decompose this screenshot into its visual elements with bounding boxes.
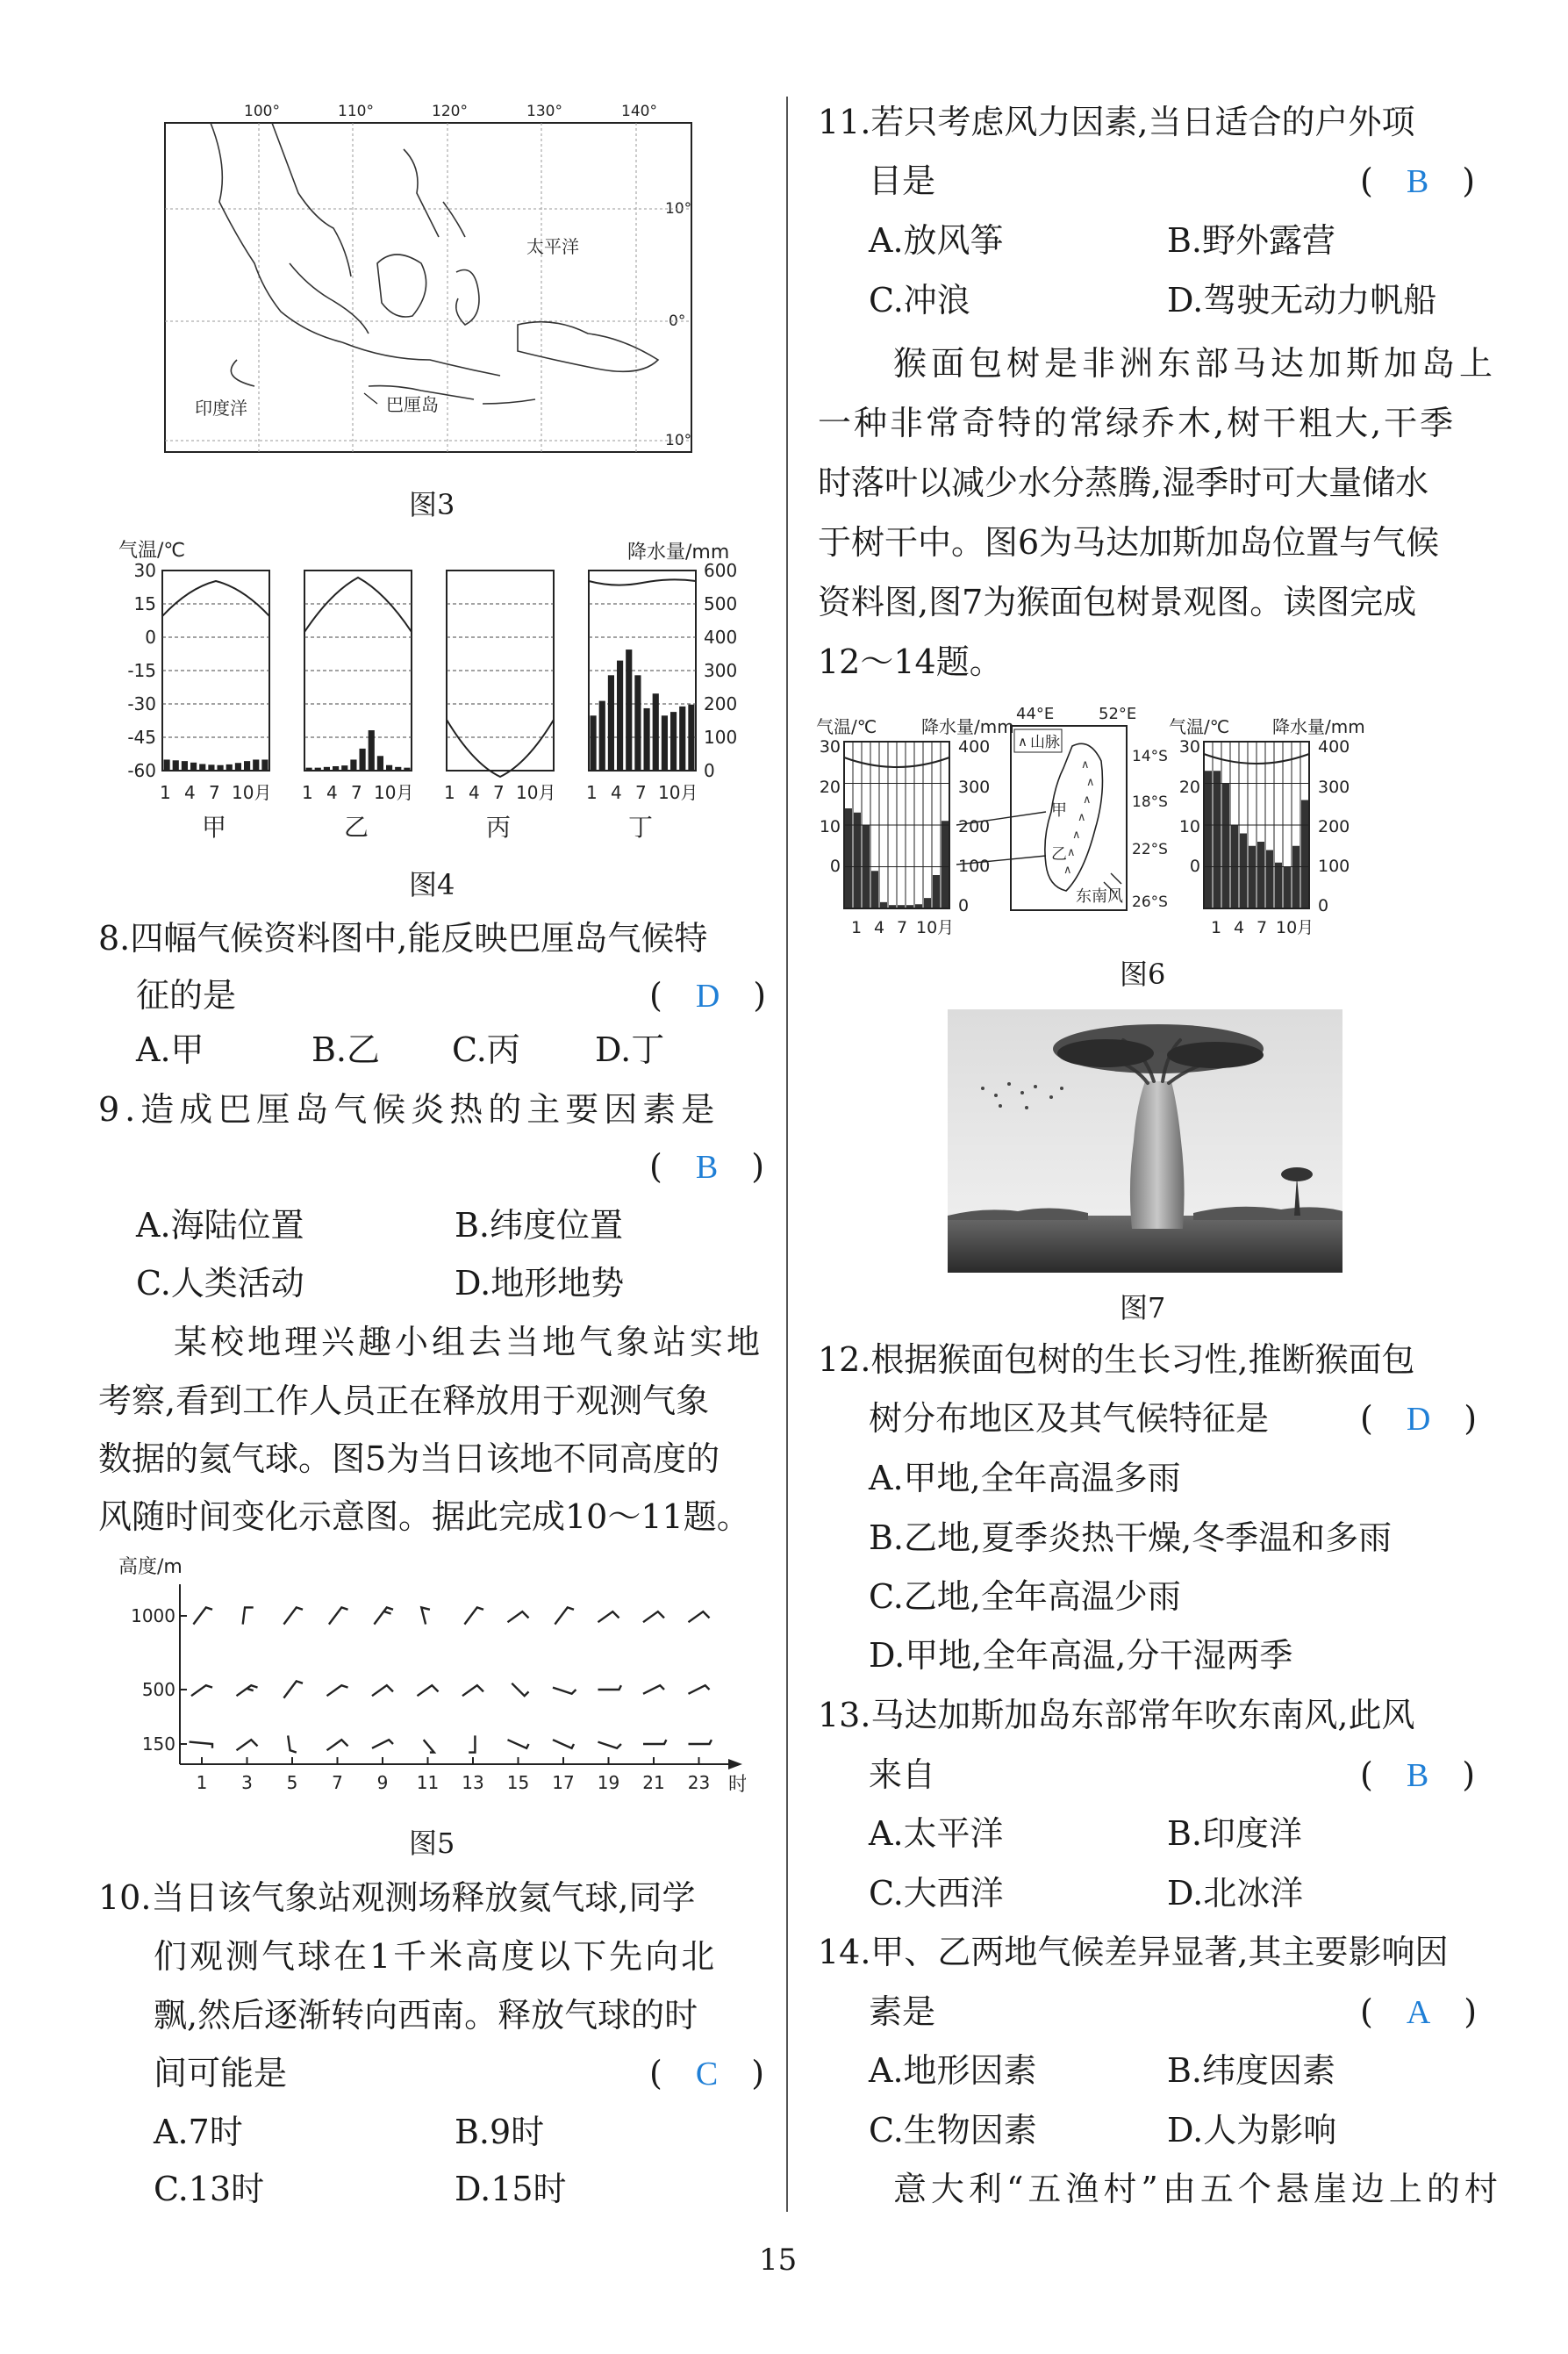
lon-label: 130° [526,103,562,120]
intro12-line4: 于树干中。图6为马达加斯加岛位置与气候 [818,523,1440,562]
intro12-line6: 12～14题。 [818,642,1003,681]
q13-stem-line2: 来自 [869,1755,936,1794]
q14-option-c: C.生物因素 [869,2111,1037,2149]
indian-ocean-label: 印度洋 [195,398,247,419]
q11-answer: B [1406,163,1429,200]
figure-5-caption: 图5 [409,1827,455,1860]
month-tick: 4 [874,918,885,935]
figure-5-wind-chart [114,1554,746,1812]
q11-stem-line2: 目是 [869,161,936,200]
time-tick: 17 [552,1772,575,1793]
precip-tick: 0 [1318,896,1329,915]
q13-option-a: A.太平洋 [869,1814,1004,1853]
lat-label: 0° [669,312,686,330]
q9-option-b: B.纬度位置 [455,1206,624,1245]
lon-label: 100° [244,103,280,120]
column-divider [786,97,788,2212]
lat-label: 14°S [1132,748,1168,765]
height-tick: 150 [141,1733,175,1755]
month-tick: 1 [851,918,863,935]
precip-tick: 300 [958,778,991,797]
temp-tick: 0 [145,627,156,648]
precip-tick: 100 [704,727,738,748]
q12-option-b: B.乙地,夏季炎热干燥,冬季温和多雨 [869,1518,1393,1557]
figure-7-caption: 图7 [1120,1291,1166,1324]
precip-tick: 300 [1318,778,1350,797]
lat-label: 10° [665,432,692,449]
q12-stem-line2: 树分布地区及其气候特征是 [869,1399,1270,1438]
height-axis-label: 高度/m [118,1556,183,1578]
intro10-line3: 数据的氦气球。图5为当日该地不同高度的 [98,1439,720,1478]
q14-option-a: A.地形因素 [869,2051,1037,2090]
figure-3-caption: 图3 [409,488,455,521]
month-tick: 1 [1211,918,1222,935]
q12-stem-line1: 12.根据猴面包树的生长习性,推断猴面包 [818,1340,1415,1379]
month-tick: 1 [160,782,171,803]
precip-tick: 300 [704,660,738,681]
lon-label: 44°E [1016,705,1055,723]
figure-7-baobab-photo [948,1009,1342,1276]
time-tick: 7 [332,1772,343,1793]
time-tick: 23 [687,1772,711,1793]
temp-tick: 20 [819,778,841,797]
q8-option-d: D.丁 [595,1030,665,1069]
q12-option-c: C.乙地,全年高温少雨 [869,1577,1181,1616]
q9-option-a: A.海陆位置 [136,1206,304,1245]
q13-option-c: C.大西洋 [869,1874,1004,1913]
precip-tick: 200 [958,817,991,836]
panel-label-ding: 丁 [628,813,654,842]
month-tick: 10月 [1276,918,1314,935]
q10-option-b: B.9时 [455,2113,545,2151]
precip-tick: 0 [704,760,715,781]
q14-option-d: D.人为影响 [1167,2111,1337,2149]
figure-3-map [132,97,711,477]
lat-label: 10° [665,200,692,218]
figure-4-climate-charts [114,537,755,857]
svg-text:∧: ∧ [1072,829,1081,842]
precip-tick: 200 [1318,817,1350,836]
month-tick: 7 [635,782,647,803]
q9-option-d: D.地形地势 [455,1264,625,1303]
q11-stem-line1: 11.若只考虑风力因素,当日适合的户外项 [818,103,1415,141]
time-tick: 3 [241,1772,253,1793]
month-tick: 10月 [232,782,272,803]
intro10-line2: 考察,看到工作人员正在释放用于观测气象 [98,1382,710,1420]
month-tick: 1 [586,782,598,803]
panel-label-bing: 丙 [486,813,512,842]
q8-option-c: C.丙 [452,1030,520,1069]
intro12-line2: 一种非常奇特的常绿乔木,树干粗大,干季 [818,404,1457,442]
q12-answer: D [1406,1401,1431,1438]
lon-label: 52°E [1099,705,1137,723]
temp-tick: -45 [127,727,156,748]
q8-answer: D [695,978,720,1015]
svg-text:∧: ∧ [1067,846,1076,859]
intro10-line4: 风随时间变化示意图。据此完成10～11题。 [98,1497,750,1536]
q14-option-b: B.纬度因素 [1167,2051,1336,2090]
precip-axis-label: 降水量/mm [627,542,730,563]
q12-option-a: A.甲地,全年高温多雨 [869,1459,1181,1497]
month-tick: 4 [1234,918,1245,935]
temp-tick: -15 [127,660,156,681]
q13-stem-line1: 13.马达加斯加岛东部常年吹东南风,此风 [818,1696,1415,1734]
lat-label: 26°S [1132,894,1168,911]
month-tick: 10月 [374,782,414,803]
q8-option-b: B.乙 [311,1030,381,1069]
month-tick: 7 [209,782,220,803]
q13-answer: B [1406,1757,1429,1794]
q13-answer-bracket: ( B ) [1360,1755,1476,1794]
temp-tick: 0 [1189,857,1200,876]
time-tick: 5 [286,1772,298,1793]
bali-label: 巴厘岛 [386,394,439,415]
q14-stem-line1: 14.甲、乙两地气候差异显著,其主要影响因 [818,1933,1449,1971]
intro10-line1: 某校地理兴趣小组去当地气象站实地 [174,1323,764,1361]
month-tick: 1 [444,782,455,803]
q10-line3: 飘,然后逐渐转向西南。释放气球的时 [154,1996,698,2035]
precip-tick: 500 [704,593,738,614]
q10-line2: 们观测气球在1千米高度以下先向北 [154,1937,718,1976]
panel-label-jia: 甲 [202,813,227,842]
temp-axis-label: 气温/℃ [118,540,186,562]
temp-axis-label: 气温/℃ [1169,716,1230,737]
panel-label-yi: 乙 [344,813,369,842]
time-unit-label: 时 [728,1774,746,1796]
place-yi: 乙 [1051,845,1067,864]
q9-stem: 9.造成巴厘岛气候炎热的主要因素是 [98,1090,720,1129]
q14-stem-line2: 素是 [869,1992,936,2031]
time-tick: 1 [196,1772,208,1793]
temp-tick: 30 [1178,737,1200,757]
svg-text:∧: ∧ [1083,793,1092,807]
page-number: 15 [759,2243,798,2278]
svg-text:∧: ∧ [1078,811,1086,824]
q13-option-d: D.北冰洋 [1167,1874,1304,1913]
q12-option-d: D.甲地,全年高温,分干湿两季 [869,1636,1293,1675]
month-tick: 4 [184,782,196,803]
month-tick: 4 [326,782,338,803]
temp-tick: 10 [1178,817,1200,836]
precip-axis-label: 降水量/mm [1272,716,1365,737]
q11-option-d: D.驾驶无动力帆船 [1167,281,1437,319]
time-tick: 9 [376,1772,389,1793]
intro12-line3: 时落叶以减少水分蒸腾,湿季时可大量储水 [818,463,1429,502]
precip-tick: 100 [958,857,991,876]
q9-answer-bracket: ( B ) [649,1147,765,1186]
temp-tick: 30 [133,560,156,581]
intro12-line1: 猴面包树是非洲东部马达加斯加岛上 [893,344,1498,383]
month-tick: 10月 [516,782,556,803]
q11-answer-bracket: ( B ) [1360,161,1476,200]
place-jia: 甲 [1051,801,1067,820]
q13-option-b: B.印度洋 [1167,1814,1303,1853]
svg-text:∧: ∧ [1063,864,1072,877]
q10-answer: C [695,2056,719,2092]
q9-answer: B [695,1149,719,1186]
lon-label: 120° [432,103,468,120]
precip-axis-label: 降水量/mm [921,716,1014,737]
q14-answer-bracket: ( A ) [1360,1992,1478,2031]
svg-text:∧: ∧ [1086,776,1095,789]
time-tick: 13 [462,1772,484,1793]
precip-tick: 200 [704,693,738,714]
q10-line1: 10.当日该气象站观测场释放氦气球,同学 [98,1878,696,1917]
q9-option-c: C.人类活动 [136,1264,304,1303]
precip-tick: 100 [1318,857,1350,876]
q10-option-d: D.15时 [455,2170,567,2208]
month-tick: 10月 [658,782,698,803]
temp-tick: 20 [1178,778,1200,797]
q10-answer-bracket: ( C ) [649,2054,765,2092]
precip-tick: 600 [704,560,738,581]
month-tick: 4 [611,782,622,803]
svg-text:∧: ∧ [1018,734,1027,750]
temp-tick: -30 [127,693,156,714]
q8-answer-bracket: ( D ) [649,976,767,1015]
month-tick: 7 [493,782,505,803]
q12-answer-bracket: ( D ) [1360,1399,1478,1438]
figure-6-madagascar [816,698,1465,938]
q11-option-b: B.野外露营 [1167,221,1336,260]
month-tick: 7 [1257,918,1268,935]
lat-label: 22°S [1132,841,1168,858]
time-tick: 15 [506,1772,530,1793]
temp-axis-label: 气温/℃ [816,716,877,737]
time-tick: 11 [416,1772,440,1793]
height-tick: 1000 [131,1605,175,1626]
precip-tick: 0 [958,896,970,915]
q8-option-a: A.甲 [136,1030,204,1069]
intro15-line: 意大利“五渔村”由五个悬崖边上的村 [893,2170,1502,2208]
q10-option-a: A.7时 [154,2113,243,2151]
q10-line4: 间可能是 [154,2054,288,2092]
temp-tick: 0 [829,857,841,876]
q10-option-c: C.13时 [154,2170,265,2208]
lat-label: 18°S [1132,793,1168,811]
precip-tick: 400 [704,627,738,648]
precip-tick: 400 [958,737,991,757]
month-tick: 1 [302,782,313,803]
q11-option-c: C.冲浪 [869,281,970,319]
q8-stem-line2: 征的是 [136,976,237,1015]
temp-tick: 15 [133,593,156,614]
time-tick: 19 [597,1772,620,1793]
q14-answer: A [1406,1994,1431,2031]
pacific-label: 太平洋 [526,236,579,257]
month-tick: 7 [897,918,908,935]
southeast-wind-label: 东南风 [1076,887,1123,906]
mountain-legend: 山脉 [1030,734,1060,751]
height-tick: 500 [141,1679,175,1700]
temp-tick: 10 [819,817,841,836]
q11-option-a: A.放风筝 [869,221,1004,260]
intro12-line5: 资料图,图7为猴面包树景观图。读图完成 [818,583,1417,621]
month-tick: 4 [469,782,480,803]
month-tick: 7 [351,782,362,803]
lon-label: 110° [338,103,374,120]
q8-stem-line1: 8.四幅气候资料图中,能反映巴厘岛气候特 [98,919,708,958]
time-tick: 21 [642,1772,665,1793]
month-tick: 10月 [916,918,955,935]
svg-text:∧: ∧ [1081,758,1090,772]
figure-6-caption: 图6 [1120,958,1166,991]
temp-tick: -60 [127,760,156,781]
figure-4-caption: 图4 [409,868,455,901]
lon-label: 140° [621,103,657,120]
temp-tick: 30 [819,737,841,757]
precip-tick: 400 [1318,737,1350,757]
